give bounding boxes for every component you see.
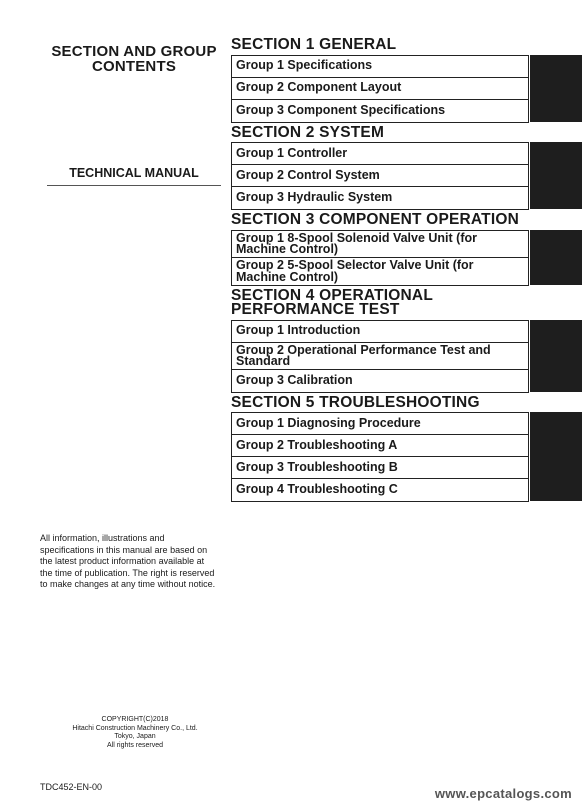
copyright-line: COPYRIGHT(C)2018 — [101, 716, 169, 723]
group-list — [231, 320, 529, 393]
group-label: Group 2 Component Layout — [236, 80, 402, 95]
group-label: Group 1 Controller — [236, 145, 348, 160]
section-thumb-tab — [530, 320, 582, 343]
section-title: SECTION 4 OPERATIONAL PERFORMANCE TEST — [231, 286, 433, 318]
group-entry[interactable] — [232, 187, 528, 209]
section-title: SECTION 1 GENERAL — [231, 36, 397, 53]
group-entry[interactable] — [232, 435, 528, 457]
group-list — [231, 142, 529, 210]
section-thumb-tab — [530, 99, 582, 122]
section-thumb-tab — [530, 434, 582, 457]
group-entry[interactable] — [232, 321, 528, 343]
section-thumb-tab — [530, 55, 582, 78]
group-label: Group 3 Calibration — [236, 372, 353, 387]
group-entry[interactable] — [232, 78, 528, 100]
group-entry[interactable] — [232, 457, 528, 479]
group-label: Group 2 Control System — [236, 167, 380, 182]
group-list — [231, 412, 529, 502]
group-label: Group 1 Specifications — [236, 58, 373, 73]
section-thumb-tab — [530, 456, 582, 479]
group-entry[interactable] — [232, 100, 528, 122]
watermark: www.epcatalogs.com — [434, 786, 572, 801]
table-of-contents — [231, 37, 582, 504]
copyright-line: All rights reserved — [106, 741, 164, 749]
group-label: Group 3 Component Specifications — [236, 102, 446, 117]
disclaimer-text: All information, illustrations and specifications in this manual are based on the latest product information available at the time of publication. The right is reserved to make changes at any time without notice. — [40, 533, 216, 589]
group-entry[interactable] — [232, 165, 528, 187]
group-list — [231, 230, 529, 286]
section-thumb-tab — [530, 186, 582, 209]
section-title: SECTION 5 TROUBLESHOOTING — [231, 393, 480, 411]
group-label: Group 3 Troubleshooting B — [236, 459, 398, 474]
group-label: Group 2 Operational Performance Test and Standard — [236, 342, 491, 368]
section-thumb-tab — [530, 412, 582, 435]
toc-section — [231, 125, 582, 211]
group-label: Group 2 Troubleshooting A — [236, 437, 398, 452]
group-label: Group 3 Hydraulic System — [236, 190, 393, 205]
copyright-line: Hitachi Construction Machinery Co., Ltd. — [72, 724, 198, 732]
copyright-block — [40, 716, 230, 750]
group-entry[interactable] — [232, 143, 528, 165]
section-thumb-tab — [530, 257, 582, 285]
manual-type-label: TECHNICAL MANUAL — [47, 166, 221, 186]
group-entry[interactable] — [232, 56, 528, 78]
group-entry[interactable] — [232, 413, 528, 435]
toc-section — [231, 37, 582, 123]
section-thumb-tab — [530, 77, 582, 100]
group-entry[interactable] — [232, 258, 528, 285]
section-thumb-tab — [530, 230, 582, 258]
toc-section — [231, 395, 582, 503]
group-entry[interactable] — [232, 231, 528, 258]
section-thumb-tab — [530, 142, 582, 165]
section-thumb-tab — [530, 478, 582, 501]
toc-section — [231, 212, 582, 286]
group-label: Group 1 Diagnosing Procedure — [236, 415, 421, 430]
group-entry[interactable] — [232, 370, 528, 392]
copyright-line: Tokyo, Japan — [114, 733, 156, 740]
group-label: Group 1 Introduction — [236, 323, 361, 338]
section-thumb-tab — [530, 342, 582, 370]
toc-section — [231, 288, 582, 393]
group-list — [231, 55, 529, 123]
document-code: TDC452-EN-00 — [40, 782, 103, 792]
group-label: Group 2 5-Spool Selector Valve Unit (for Machine Control) — [236, 258, 474, 284]
group-label: Group 4 Troubleshooting C — [236, 482, 398, 497]
group-entry[interactable] — [232, 343, 528, 370]
section-title: SECTION 2 SYSTEM — [231, 123, 385, 141]
section-title: SECTION 3 COMPONENT OPERATION — [231, 211, 519, 228]
group-entry[interactable] — [232, 479, 528, 501]
section-thumb-tab — [530, 164, 582, 187]
section-thumb-tab — [530, 369, 582, 392]
group-label: Group 1 8-Spool Solenoid Valve Unit (for Machine Control) — [236, 230, 477, 256]
page-title: SECTION AND GROUP CONTENTS — [51, 43, 217, 75]
